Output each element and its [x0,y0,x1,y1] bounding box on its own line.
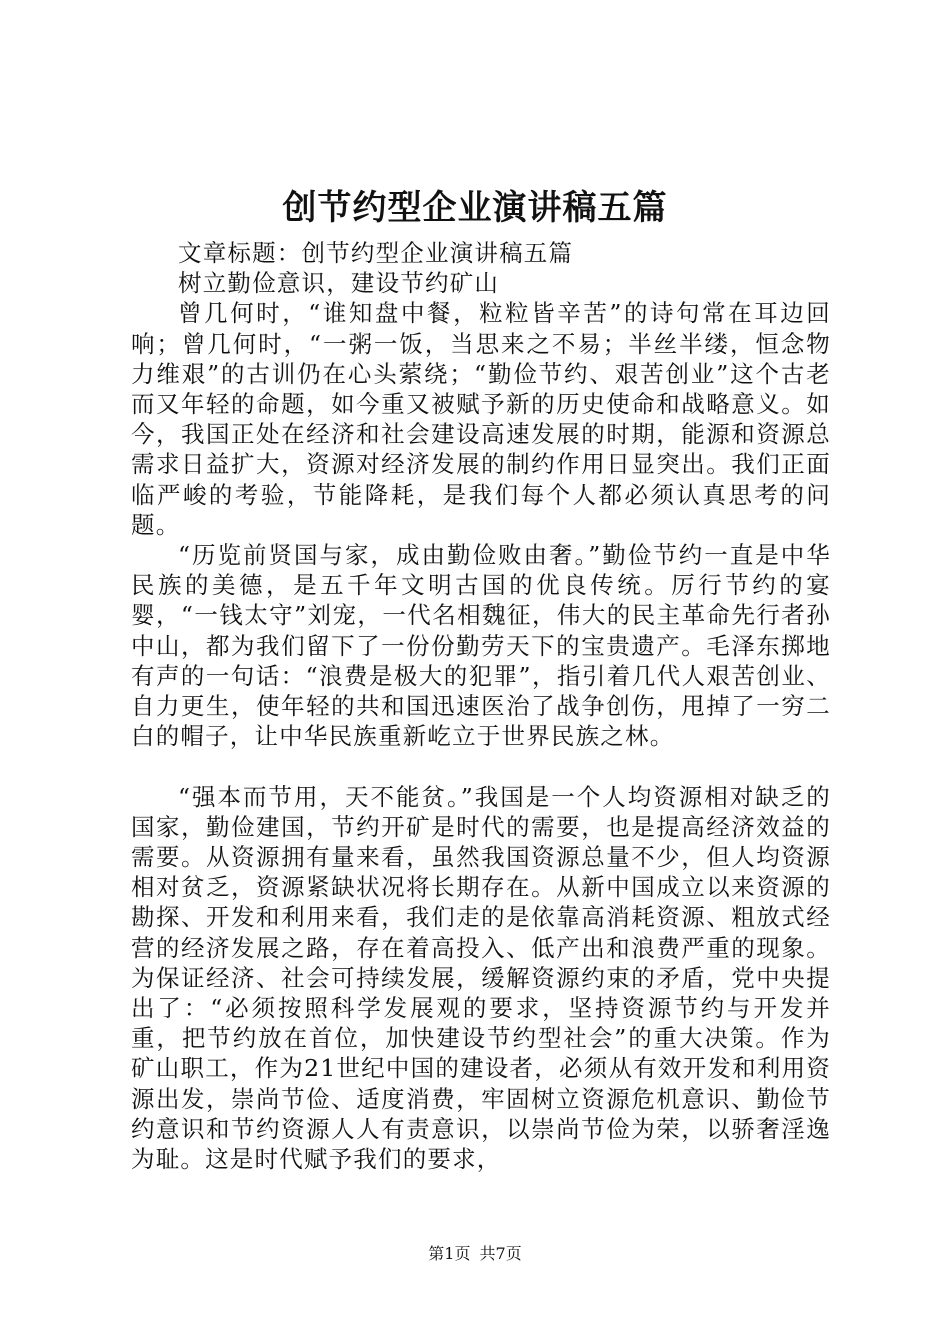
body-paragraph: “历览前贤国与家，成由勤俭败由奢。”勤俭节约一直是中华民族的美德，是五千年文明古国的优良传统。厉行节约的宴婴，“一钱太守”刘宠，一代名相魏征，伟大的民主革命先行者孙中山，都为我们留下了一份份勤劳天下的宝贵遗产。毛泽东掷地有声的一句话：“浪费是极大的犯罪”，指引着几代人艰苦创业、自力更生，使年轻的共和国迅速医治了战争创伤，甩掉了一穷二白的帽子，让中华民族重新屹立于世界民族之林。 [131,541,831,751]
body-paragraph: 曾几何时，“谁知盘中餐，粒粒皆辛苦”的诗句常在耳边回响；曾几何时，“一粥一饭，当思来之不易；半丝半缕，恒念物力维艰”的古训仍在心头萦绕；“勤俭节约、艰苦创业”这个古老而又年轻的命题，如今重又被赋予新的历史使命和战略意义。如今，我国正处在经济和社会建设高速发展的时期，能源和资源总需求日益扩大，资源对经济发展的制约作用日显突出。我们正面临严峻的考验，节能降耗，是我们每个人都必须认真思考的问题。 [131,299,831,539]
document-title: 创节约型企业演讲稿五篇 [282,188,668,228]
page-number-footer: 第1页 共7页 [428,1244,522,1263]
article-title-line: 文章标题：创节约型企业演讲稿五篇 [178,239,574,267]
body-paragraph: “强本而节用，天不能贫。”我国是一个人均资源相对缺乏的国家，勤俭建国，节约开矿是时代的需要，也是提高经济效益的需要。从资源拥有量来看，虽然我国资源总量不少，但人均资源相对贫乏，资源紧缺状况将长期存在。从新中国成立以来资源的勘探、开发和利用来看，我们走的是依靠高消耗资源、粗放式经营的经济发展之路，存在着高投入、低产出和浪费严重的现象。为保证经济、社会可持续发展，缓解资源约束的矛盾，党中央提出了：“必须按照科学发展观的要求，坚持资源节约与开发并重，把节约放在首位，加快建设节约型社会”的重大决策。作为矿山职工，作为21世纪中国的建设者，必须从有效开发和利用资源出发，崇尚节俭、适度消费，牢固树立资源危机意识、勤俭节约意识和节约资源人人有责意识，以崇尚节俭为荣，以骄奢淫逸为耻。这是时代赋予我们的要求， [131,782,831,1174]
document-body [131,238,831,1174]
paragraph-spacer [131,751,831,781]
section-heading: 树立勤俭意识，建设节约矿山 [178,269,500,298]
